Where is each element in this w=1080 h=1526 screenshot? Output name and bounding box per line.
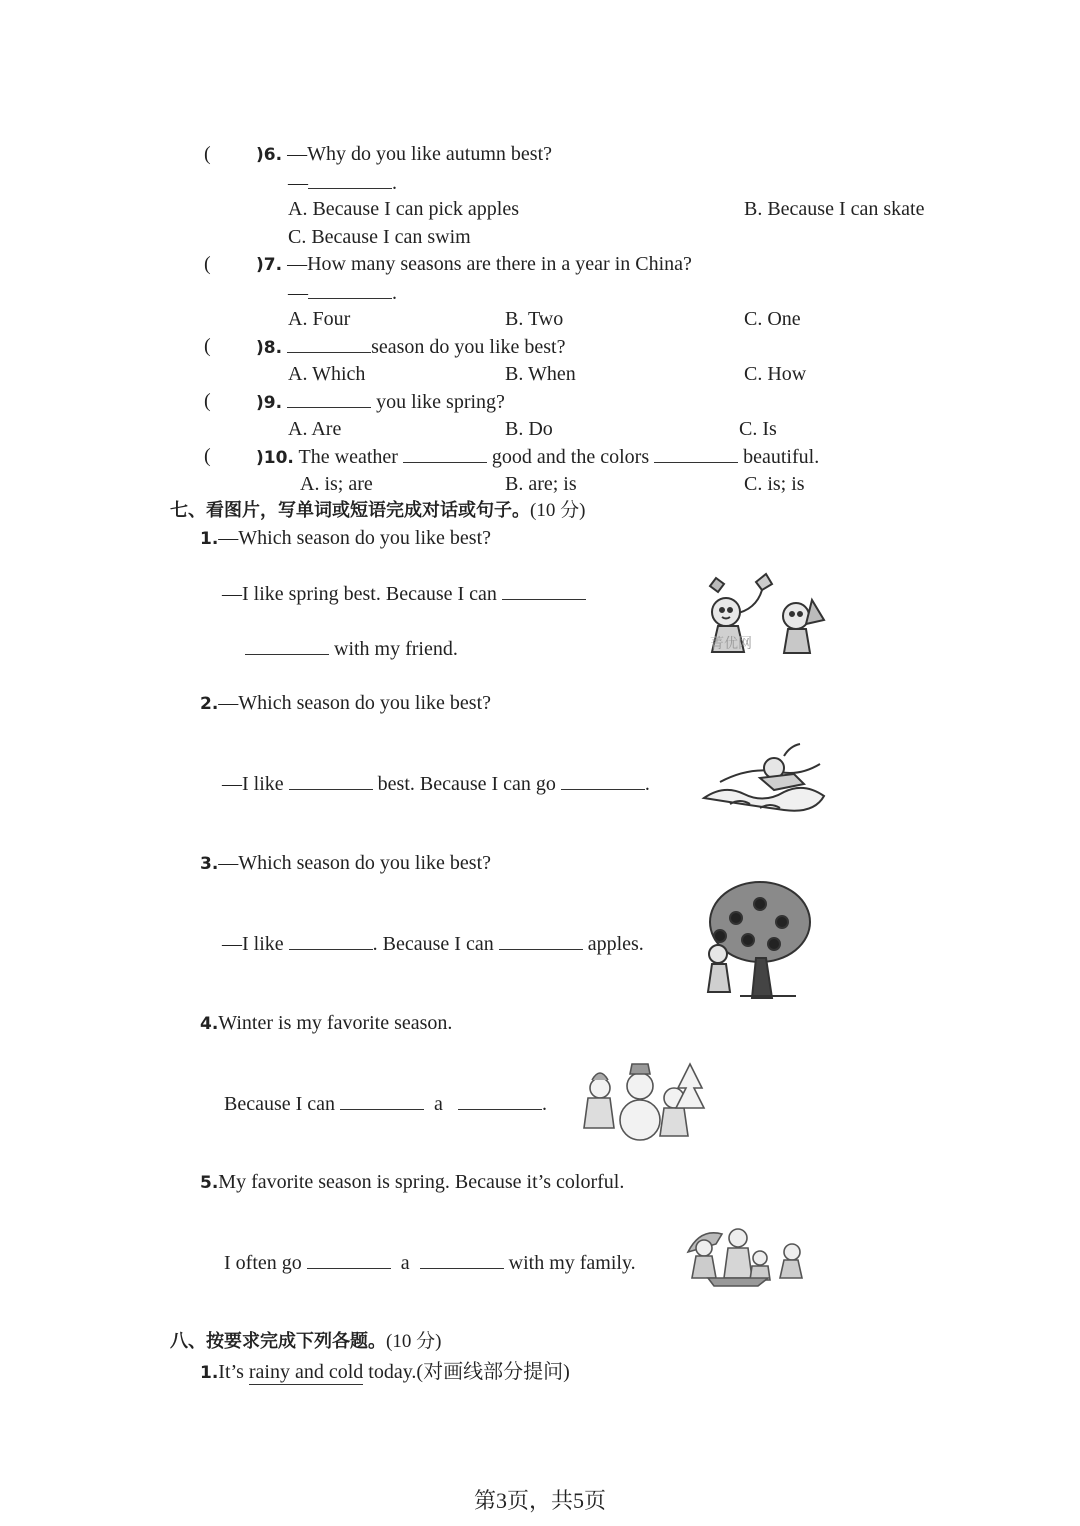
answer-line-7: — . bbox=[288, 282, 397, 304]
question-9 bbox=[256, 389, 505, 415]
blank[interactable] bbox=[561, 771, 645, 790]
underlined-phrase: rainy and cold bbox=[248, 1361, 364, 1383]
s7-question-4: 4.Winter is my favorite season. bbox=[200, 1012, 453, 1034]
answer-paren-6: ( bbox=[204, 143, 211, 165]
s7-answer-3: —I like . Because I can apples. bbox=[222, 933, 644, 955]
s7-answer-1b: with my friend. bbox=[245, 636, 458, 661]
option-b: B. are; is bbox=[505, 473, 577, 495]
watermark: 菁优网 bbox=[710, 636, 752, 652]
question-number: )6. bbox=[256, 145, 283, 165]
blank[interactable] bbox=[245, 636, 329, 655]
s7-answer-2: —I like best. Because I can go . bbox=[222, 773, 650, 795]
option-c: C. One bbox=[744, 308, 801, 330]
question-7 bbox=[256, 252, 692, 277]
blank[interactable] bbox=[289, 771, 373, 790]
question-10: )10. The weather good and the colors beautiful. bbox=[256, 446, 820, 468]
s7-question-1: 1.—Which season do you like best? bbox=[200, 527, 492, 549]
blank[interactable] bbox=[308, 280, 392, 299]
question-text: season do you like best? bbox=[371, 336, 566, 358]
blank[interactable] bbox=[287, 389, 371, 408]
s7-question-5: 5.My favorite season is spring. Because it’s colorful. bbox=[200, 1171, 625, 1193]
apple-tree-picture bbox=[700, 878, 814, 1004]
kite-flying-picture bbox=[696, 570, 830, 666]
answer-paren-8: ( bbox=[204, 335, 211, 357]
blank[interactable] bbox=[289, 931, 373, 950]
s7-question-3: 3.—Which season do you like best? bbox=[200, 852, 492, 874]
blank[interactable] bbox=[654, 444, 738, 463]
option-a: A. Which bbox=[288, 363, 366, 385]
s7-question-2: 2.—Which season do you like best? bbox=[200, 692, 492, 714]
question-8 bbox=[256, 334, 565, 360]
option-b: B. When bbox=[505, 363, 576, 385]
blank[interactable] bbox=[499, 931, 583, 950]
s7-answer-4: Because I can a . bbox=[224, 1093, 547, 1115]
blank[interactable] bbox=[340, 1091, 424, 1110]
option-b: B. Two bbox=[505, 308, 564, 330]
question-text: —Why do you like autumn best? bbox=[287, 143, 553, 165]
page-footer: 第3页，共5页 bbox=[473, 1488, 606, 1513]
question-text: —How many seasons are there in a year in China? bbox=[287, 253, 692, 275]
s7-answer-5: I often go a with my family. bbox=[224, 1252, 636, 1274]
option-b: B. Because I can skate bbox=[744, 198, 925, 220]
option-a: A. Because I can pick apples bbox=[288, 198, 520, 220]
swimming-picture bbox=[700, 742, 830, 818]
blank[interactable] bbox=[287, 334, 371, 353]
blank[interactable] bbox=[308, 170, 392, 189]
snowman-picture bbox=[578, 1058, 710, 1146]
question-number: )9. bbox=[256, 393, 283, 413]
question-number: )10. bbox=[256, 448, 294, 468]
blank[interactable] bbox=[403, 444, 487, 463]
family-picnic-picture bbox=[680, 1222, 810, 1288]
question-number: )7. bbox=[256, 255, 283, 275]
option-a: A. is; are bbox=[300, 473, 373, 495]
s8-question-1: 1.It’s rainy and cold today.(对画线部分提问) bbox=[200, 1361, 570, 1383]
answer-paren-7: ( bbox=[204, 253, 211, 275]
blank[interactable] bbox=[307, 1250, 391, 1269]
question-text: you like spring? bbox=[376, 391, 505, 413]
option-c: C. is; is bbox=[744, 473, 805, 495]
question-6 bbox=[256, 142, 552, 167]
option-a: A. Are bbox=[288, 418, 342, 440]
section-8-heading: 八、按要求完成下列各题。(10 分) bbox=[170, 1331, 442, 1352]
option-c: C. Is bbox=[739, 418, 777, 440]
blank[interactable] bbox=[502, 581, 586, 600]
option-a: A. Four bbox=[288, 308, 351, 330]
answer-line-6: — . bbox=[288, 172, 397, 194]
answer-paren-10: ( bbox=[204, 445, 211, 467]
option-b: B. Do bbox=[505, 418, 553, 440]
question-number: )8. bbox=[256, 338, 283, 358]
blank[interactable] bbox=[458, 1091, 542, 1110]
s7-answer-1a: —I like spring best. Because I can bbox=[222, 581, 586, 606]
blank[interactable] bbox=[420, 1250, 504, 1269]
option-c: C. How bbox=[744, 363, 807, 385]
answer-paren-9: ( bbox=[204, 390, 211, 412]
section-7-heading: 七、看图片，写单词或短语完成对话或句子。(10 分) bbox=[170, 500, 586, 521]
option-c: C. Because I can swim bbox=[288, 226, 471, 248]
